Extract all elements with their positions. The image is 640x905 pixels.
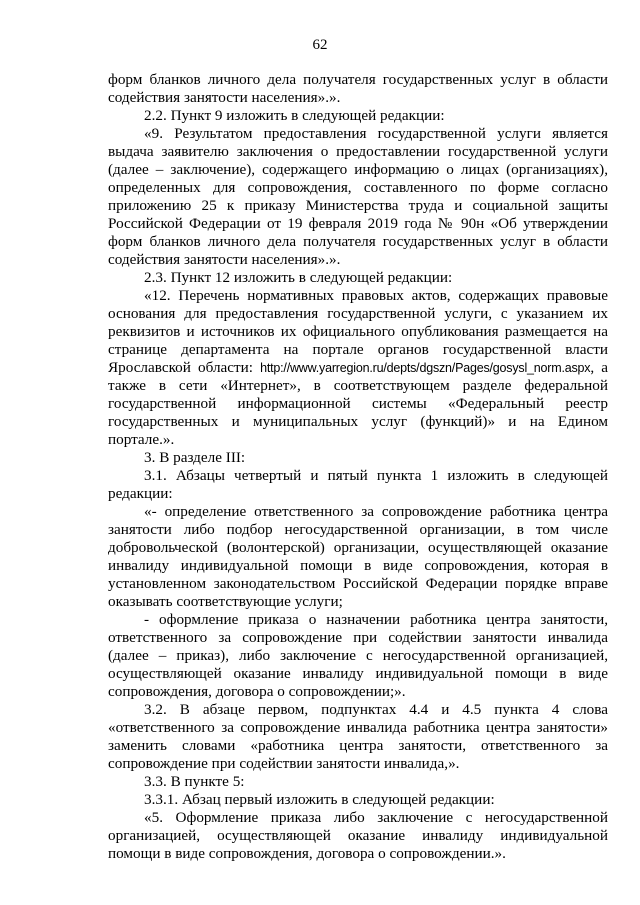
paragraph-quote-2: - оформление приказа о назначении работника центра занятости, ответственного за сопровождение при содействии занятости инвалида (далее – приказ), либо заключение с негосударственной организацией, осуществляющей оказание инвалиду индивидуальной помощи в виде сопровождения, договора о сопровождении;».: [108, 611, 608, 700]
paragraph-12-text-after: , а также в сети «Интернет», в соответствующем разделе федеральной государственной информационной системы «Федеральный реестр государственных и муниципальных услуг (функций)» и на Едином портале.».: [108, 359, 608, 448]
page-number: 62: [312, 37, 328, 53]
paragraph-2: 2.2. Пункт 9 изложить в следующей редакции:: [144, 107, 445, 124]
paragraph-3-3: 3.3. В пункте 5:: [144, 773, 245, 790]
paragraph-section-3: 3. В разделе III:: [144, 449, 246, 466]
paragraph-12: [108, 287, 608, 449]
paragraph-4: 2.3. Пункт 12 изложить в следующей редакции:: [144, 269, 453, 286]
department-page-url[interactable]: http://www.yarregion.ru/depts/dgszn/Pages/gosysl_norm.aspx: [260, 361, 591, 375]
paragraph-3-3-1: 3.3.1. Абзац первый изложить в следующей редакции:: [144, 791, 495, 808]
paragraph-3: «9. Результатом предоставления государственной услуги является выдача заявителю заключения о предоставлении государственной услуги (далее – заключение), содержащего информацию о лицах (организациях), определенных для сопровождения, составленного по форме согласно приложению 25 к приказу Министерства труда и социальной защиты Российской Федерации от 19 февраля 2019 года № 90н «Об утверждении форм бланков личного дела получателя государственных услуг в области содействия занятости населения».».: [108, 125, 608, 268]
paragraph-quote-1: «- определение ответственного за сопровождение работника центра занятости либо подбор негосударственной организации, в том числе добровольческой (волонтерской) организации, осуществляющей оказание инвалиду индивидуальной помощи в виде сопровождения, которая в установленном законодательством Российской Федерации порядке вправе оказывать соответствующие услуги;: [108, 503, 608, 610]
paragraph-12-text-before: «12. Перечень нормативных правовых актов, содержащих правовые основания для предоставления государственной услуги, с указанием их реквизитов и источников их официального опубликования размещается на странице департамента на портале органов государственной власти Ярославской области:: [108, 287, 608, 376]
paragraph-5: «5. Оформление приказа либо заключение с негосударственной организацией, осуществляющей оказание инвалиду индивидуальной помощи в виде сопровождения, договора о сопровождении.».: [108, 809, 608, 862]
paragraph-1: форм бланков личного дела получателя государственных услуг в области содействия занятости населения».».: [108, 71, 608, 106]
paragraph-3-1: 3.1. Абзацы четвертый и пятый пункта 1 изложить в следующей редакции:: [108, 467, 608, 502]
document-body: [108, 71, 608, 863]
paragraph-3-2: 3.2. В абзаце первом, подпунктах 4.4 и 4.5 пункта 4 слова «ответственного за сопровождение инвалида работника центра занятости» заменить словами «работника центра занятости, ответственного за сопровождение при содействии занятости инвалида,».: [108, 701, 608, 772]
